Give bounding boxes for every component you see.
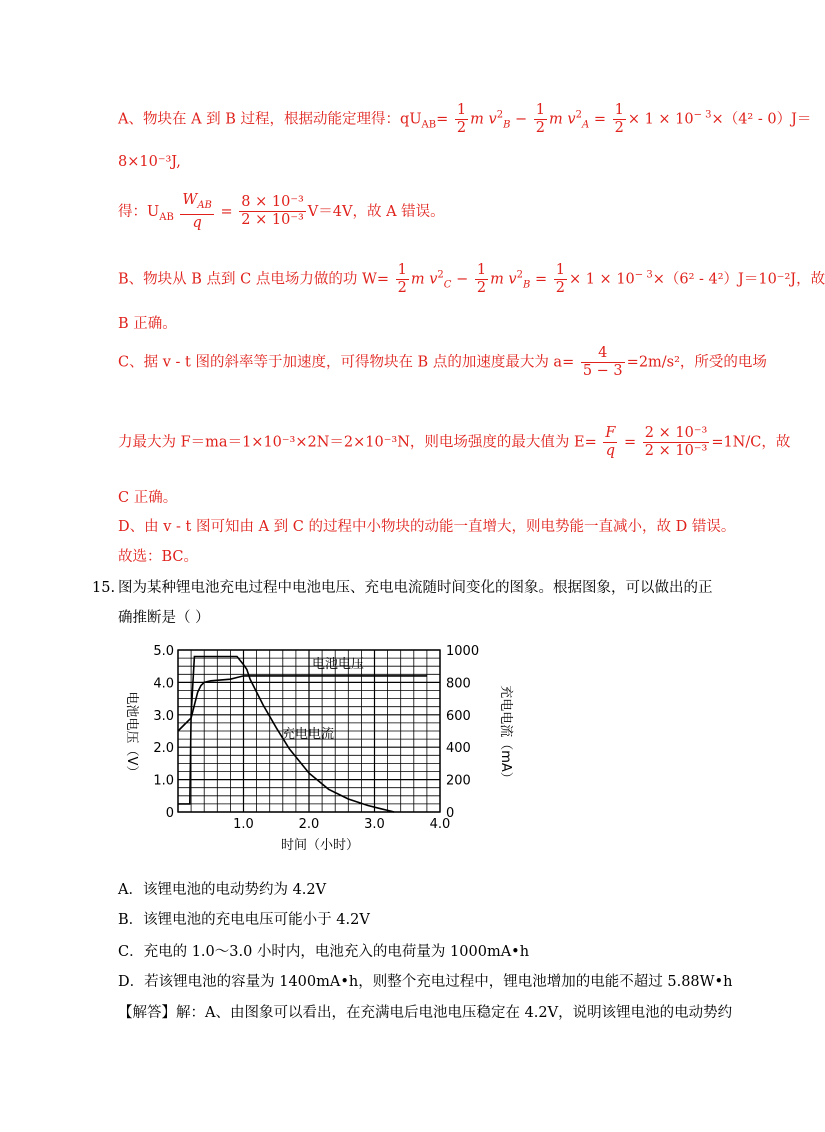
y-left-tick-label: 2.0 xyxy=(153,741,174,757)
solution-c-line2: 力最大为 F＝ma＝1×10⁻³×2N＝2×10⁻³N，则电场强度的最大值为 E= $\frac{F}{q}$ = $\frac{\text{2 × 10⁻³}}{\text{2 × 10⁻³}}$ =1N/C，故 xyxy=(118,425,791,459)
annotation-charging-current: 充电电流 xyxy=(282,727,335,742)
solution-c-line1: C、据 v - t 图的斜率等于加速度，可得物块在 B 点的加速度最大为 a= $\frac{4}{5 - 3}$ =2m/s²，所受的电场 xyxy=(118,345,767,379)
annotation-battery-voltage: 电池电压 xyxy=(312,657,365,672)
y-left-tick-label: 0 xyxy=(165,806,174,821)
x-tick-label: 4.0 xyxy=(429,817,451,832)
y-right-tick-label: 600 xyxy=(446,708,471,724)
solution-a-line1: A、物块在 A 到 B 过程，根据动能定理得：$qU_{AB}=$ $\frac{1}{2}$ m $v^2_B$ − $\frac{1}{2}$ m $v^2_A$ = $\frac{1}{2}$ × $1 \times 10^{- 3}\times(4^2 - 0)J=$ xyxy=(118,102,812,136)
solution-a-line2: 8×10⁻³J, xyxy=(118,154,181,170)
option-c: C．充电的 1.0～3.0 小时内，电池充入的电荷量为 1000mA•h xyxy=(118,944,530,960)
fraction-u-value: $\frac{\text{8 × 10⁻³}}{\text{2 × 10⁻³}}$ xyxy=(241,194,304,229)
x-tick-label: 3.0 xyxy=(364,817,385,832)
solution-c-line3: C 正确。 xyxy=(118,490,178,506)
question-stem-line2: 确推断是（ ） xyxy=(118,610,210,626)
fraction-half: $\frac{1}{2}$ xyxy=(397,262,407,296)
fraction-half: $\frac{1}{2}$ xyxy=(476,262,487,296)
solution-b-line2: B 正确。 xyxy=(118,316,177,332)
x-tick-label: 2.0 xyxy=(298,817,320,832)
y-right-tick-label: 1000 xyxy=(446,644,480,659)
question-stem-line1: 图为某种锂电池充电过程中电池电压、充电电流随时间变化的图象。根据图象，可以做出的正 xyxy=(118,580,713,596)
solution-u-line: 得：$U_{AB}$ $\frac{W_{AB}}{q}$ = $\frac{\text{8 × 10⁻³}}{\text{2 × 10⁻³}}$ V＝4V，故 A 错误。 xyxy=(118,192,445,231)
answer-text: 解：A、由图象可以看出，在充满电后电池电压稳定在 4.2V，说明该锂电池的电动势约 xyxy=(176,1005,733,1021)
battery-charging-chart xyxy=(110,635,530,865)
x-tick-label: 1.0 xyxy=(233,817,254,832)
option-d: D．若该锂电池的容量为 1400mA•h，则整个充电过程中，锂电池增加的电能不超过 5.88W•h xyxy=(118,974,733,990)
y-axis-left-label: 电池电压（V） xyxy=(124,691,139,779)
option-b: B．该锂电池的充电电压可能小于 4.2V xyxy=(118,912,370,928)
y-left-tick-label: 3.0 xyxy=(153,708,174,724)
y-left-tick-label: 1.0 xyxy=(153,773,174,789)
y-axis-right-label: 充电电流（mA） xyxy=(498,685,513,785)
x-axis-label: 时间（小时） xyxy=(280,838,360,853)
fraction-f-over-q: $\frac{F}{q}$ xyxy=(605,425,616,459)
fraction-half: $\frac{1}{2}$ xyxy=(456,102,467,136)
y-right-tick-label: 400 xyxy=(446,741,471,757)
option-a: A．该锂电池的电动势约为 4.2V xyxy=(118,882,327,898)
fraction-half: $\frac{1}{2}$ xyxy=(555,262,565,296)
fraction-acceleration: $\frac{4}{5 - 3}$ xyxy=(582,345,623,379)
solution-d-line: D、由 v - t 图可知由 A 到 C 的过程中小物块的动能一直增大，则电势能一直减小，故 D 错误。 xyxy=(118,519,736,535)
y-left-tick-label: 4.0 xyxy=(153,676,174,692)
fraction-e-value: $\frac{\text{2 × 10⁻³}}{\text{2 × 10⁻³}}$ xyxy=(644,425,708,459)
solution-answer: 故选：BC。 xyxy=(118,549,199,565)
y-right-tick-label: 200 xyxy=(446,773,471,789)
y-right-tick-label: 0 xyxy=(446,806,455,821)
y-right-tick-label: 800 xyxy=(446,676,471,692)
fraction-half: $\frac{1}{2}$ xyxy=(614,102,624,136)
question-number: 15. xyxy=(92,580,116,596)
answer-label: 【解答】 xyxy=(118,1005,176,1021)
answer-line xyxy=(118,1003,732,1023)
solution-b-line1: B、物块从 B 点到 C 点电场力做的功 W= $\frac{1}{2}$ m $v^2_C$ − $\frac{1}{2}$ m $v^2_B$ = $\frac{1}{2}$ × $1 \times 10^{- 3}\times(6^2 - 4^2)J=10^{-2}J$，故 xyxy=(118,262,825,296)
fraction-half: $\frac{1}{2}$ xyxy=(535,102,546,136)
fraction-w-over-q: $\frac{W_{AB}}{q}$ xyxy=(182,192,212,231)
y-left-tick-label: 5.0 xyxy=(153,644,174,659)
